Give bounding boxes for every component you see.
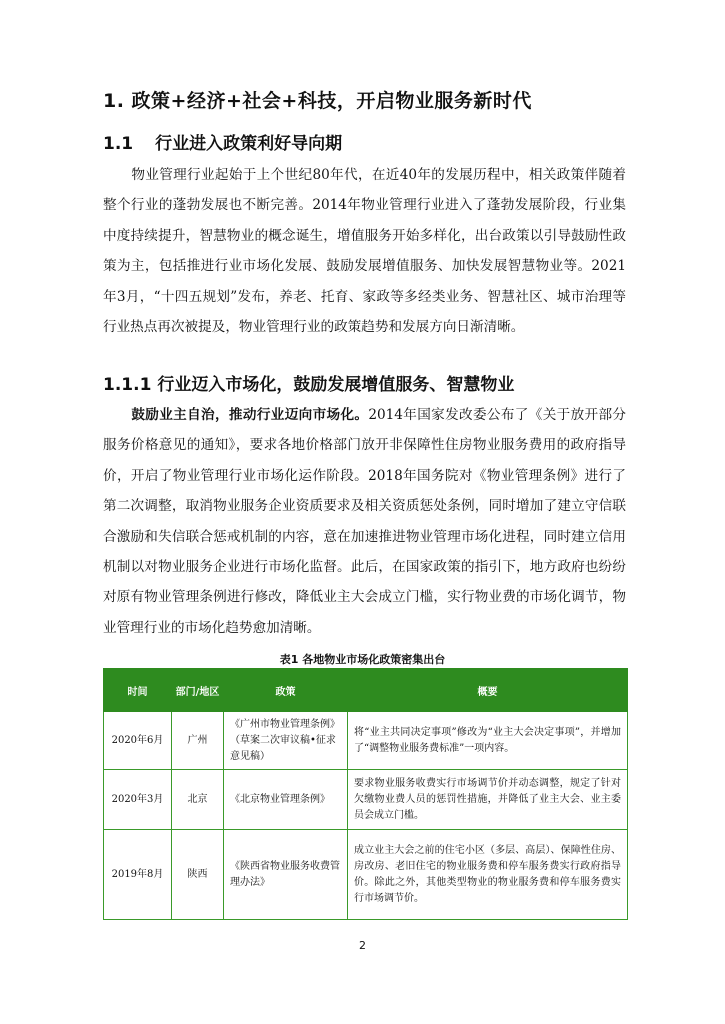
header-time: 时间	[104, 669, 172, 712]
cell-dept: 广州	[172, 712, 224, 770]
header-summary: 概要	[348, 669, 628, 712]
page-number: 2	[359, 939, 366, 952]
section-heading-1-1	[103, 129, 342, 154]
cell-policy: 《陕西省物业服务收费管理办法》	[224, 830, 348, 920]
table-caption: 表1 各地物业市场化政策密集出台	[279, 653, 446, 666]
section-heading-1: 1. 政策+经济+社会+科技，开启物业服务新时代	[103, 90, 532, 112]
table-row	[104, 712, 628, 770]
paragraph-industry-history	[103, 160, 626, 342]
table-header-row	[104, 669, 628, 712]
cell-policy: 《北京物业管理条例》	[224, 770, 348, 830]
section-title: 行业进入政策利好导向期	[155, 134, 343, 154]
cell-time: 2019年8月	[104, 830, 172, 920]
section-heading-1-1-1: 1.1.1 行业迈入市场化，鼓励发展增值服务、智慧物业	[103, 375, 515, 395]
section-number: 1.1	[103, 134, 134, 154]
header-dept: 部门/地区	[172, 669, 224, 712]
cell-summary: 要求物业服务收费实行市场调节价并动态调整，规定了针对欠缴物业费人员的惩罚性措施，并降低了业主大会、业主委员会成立门槛。	[348, 770, 628, 830]
paragraph-marketization	[103, 400, 626, 643]
cell-summary: 成立业主大会之前的住宅小区（多层、高层）、保障性住房、房改房、老旧住宅的物业服务费和停车服务费实行政府指导价。除此之外，其他类型物业的物业服务费和停车服务费实行市场调节价。	[348, 830, 628, 920]
cell-time: 2020年6月	[104, 712, 172, 770]
cell-policy: 《广州市物业管理条例》（草案二次审议稿•征求意见稿）	[224, 712, 348, 770]
cell-dept: 陕西	[172, 830, 224, 920]
paragraph-2-body: 2014年国家发改委公布了《关于放开部分服务价格意见的通知》，要求各地价格部门放开非保障性住房物业服务费用的政府指导价，开启了物业管理行业市场化运作阶段。2018年国务院对《物业管理条例》进行了第二次调整，取消物业服务企业资质要求及相关资质惩处条例，同时增加了建立守信联合激励和失信联合惩戒机制的内容，意在加速推进物业管理市场化进程，同时建立信用机制以对物业服务企业进行市场化监督。此后，在国家政策的指引下，地方政府也纷纷对原有物业管理条例进行修改，降低业主大会成立门槛，实行物业费的市场化调节，物业管理行业的市场化趋势愈加清晰。	[103, 407, 626, 636]
cell-summary: 将“业主共同决定事项”修改为“业主大会决定事项”，并增加了“调整物业服务费标准”一项内容。	[348, 712, 628, 770]
cell-dept: 北京	[172, 770, 224, 830]
cell-time: 2020年3月	[104, 770, 172, 830]
header-policy: 政策	[224, 669, 348, 712]
table-row	[104, 830, 628, 920]
policy-table	[103, 668, 628, 920]
paragraph-1-text: 物业管理行业起始于上个世纪80年代，在近40年的发展历程中，相关政策伴随着整个行业的蓬勃发展也不断完善。2014年物业管理行业进入了蓬勃发展阶段，行业集中度持续提升，智慧物业的概念诞生，增值服务开始多样化，出台政策以引导鼓励性政策为主，包括推进行业市场化发展、鼓励发展增值服务、加快发展智慧物业等。2021年3月，“十四五规划”发布，养老、托育、家政等多经类业务、智慧社区、城市治理等行业热点再次被提及，物业管理行业的政策趋势和发展方向日渐清晰。	[103, 167, 626, 336]
table-row	[104, 770, 628, 830]
paragraph-2-lead: 鼓励业主自治，推动行业迈向市场化。	[131, 407, 369, 423]
